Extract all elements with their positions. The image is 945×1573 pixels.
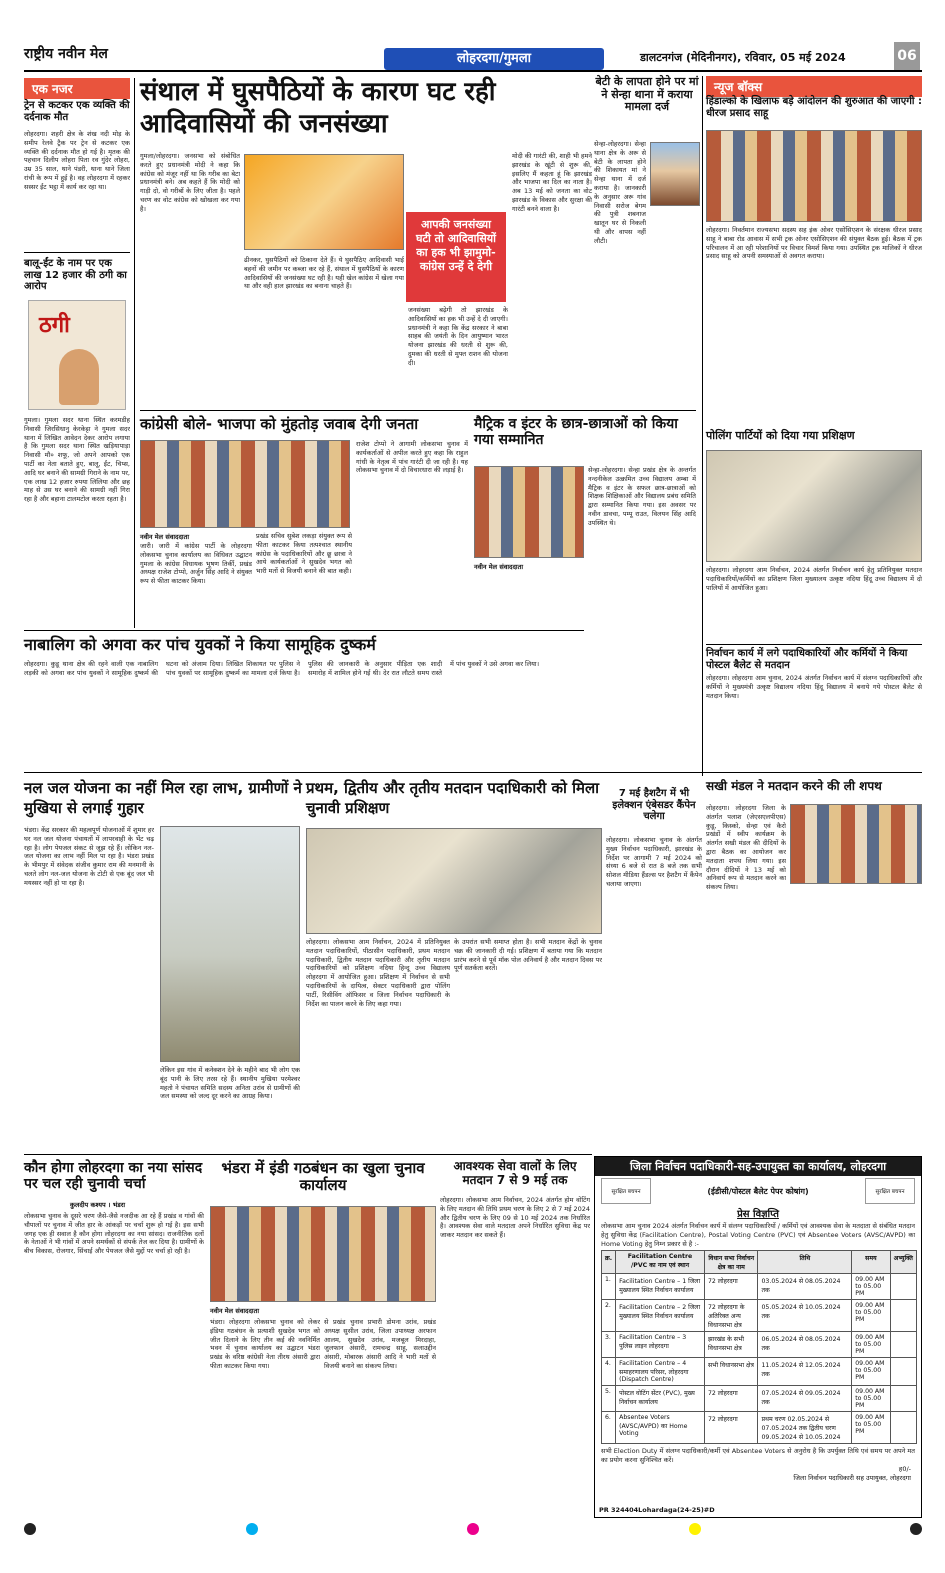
table-cell: 09.00 AM to 05.00 PM (852, 1358, 890, 1386)
lead-pull-quote: आपकी जनसंख्या घटी तो आदिवासियों का हक भी झामुमो-कांग्रेस उन्हें दे देगी (406, 212, 506, 302)
story-body: गुमला। गुमला सदर थाना स्थित करमडीह निवासी जिरसिधानु केरकेट्टा ने गुमला सदर थाना में लिखित आवेदन देकर आरोप लगाया है कि गुमला सदर थाना स्थित खड़ियापाड़ा निवासी मौ० शफू, जो अपने आपको एक पार्टी का नेता बताते हुए, बालू, ईंट, चिप्स, आदि घर बनाने की सामग्री गिराने के नाम पर, एक लाख 12 हजार रुपया लिलिया और छह माह से उस घर बनाने की सामग्री नहीं गिरा रहा है और बहाना टालमटोल करता रहता है। (24, 416, 130, 504)
sakhi-photo (790, 804, 922, 884)
press-notice (594, 1156, 922, 1518)
classroom-photo (306, 828, 602, 934)
table-cell: 09.00 AM to 05.00 PM (852, 1386, 890, 1412)
campaign-headline: 7 मई हैशटैग में भी इलेक्शन एंबेसडर कैंपेन चलेगा (612, 788, 696, 822)
table-cell: 5. (602, 1386, 616, 1412)
byline: कुलदीप कश्यप । भंडरा (70, 1201, 126, 1209)
table-cell: 4. (602, 1358, 616, 1386)
column-divider (134, 78, 135, 628)
table-row (602, 1332, 917, 1358)
officers-headline: प्रथम, द्वितीय और तृतीय मतदान पदाधिकारी को मिला चुनावी प्रशिक्षण (306, 779, 600, 817)
column-header: समय (852, 1251, 890, 1274)
india-office-headline: भंडरा में इंडी गठबंधन का खुला चुनाव कार्यालय (221, 1159, 425, 1195)
office-opening-photo (210, 1206, 436, 1302)
story-body: लोहरदगा। शहरी क्षेत्र के शंख नदी मोड़ के समीप रेलवे ट्रैक पर ट्रेन से कटकर एक व्यक्ति की दर्दनाक मौत हो गई है। मृतक की पहचान दिलीप लोहरा पिता रव गुंदेर लोहरा, उम्र 35 साल, थाने पंडरी, थाना थाने जिला रांची के रूप में हुई है। वह लोहरदगा में रहकर सस्सर ईंट भट्ठा में कार्य कर रहा था। (24, 130, 130, 191)
officers-body: लोहरदगा। लोकसभा आम निर्वाचन, 2024 में प्रतिनियुक्त मतदान पदाधिकारियों, पीठासीन पदाधिकारी, प्रथम मतदान पदाधिकारी, द्वितीय मतदान पदाधिकारी और तृतीय मतदान पदाधिकारियों को प्रशिक्षण नदिया हिन्दू उच्च विद्यालय लोहरदगा में आयोजित हुआ। प्रशिक्षण में निर्वाचन से सभी पदाधिकारियों के दायित्व, सेक्टर पदाधिकारी द्वारा पोलिंग पार्टी, रिसीविंग ऑफिसर व जिला निर्वाचन पदाधिकारी के निर्देश का पालन करने के लिए कहा गया। (306, 938, 450, 1008)
table-cell: 09.00 AM to 05.00 PM (852, 1412, 890, 1444)
table-row (602, 1300, 917, 1332)
signatory: जिला निर्वाचन पदाधिकारी सह उपायुक्त, लोहरदगा (793, 1474, 911, 1482)
divider (24, 252, 130, 253)
table-cell (890, 1386, 916, 1412)
water-tower-photo (160, 826, 300, 1062)
postal-headline: निर्वाचन कार्य में लगे पदाधिकारियों और कर्मियों ने किया पोस्टल बैलेट से मतदान (706, 648, 908, 671)
column-divider (702, 76, 703, 776)
sakhi-body: लोहरदगा। लोहरदगा जिला के अंतर्गत पलाश (जेएसएलपीएस) कुडू, किस्को, सेन्हा एवं कैरो प्रखंडों में स्वीप कार्यक्रम के अंतर्गत सखी मंडल की दीदियों के द्वारा बैठक का आयोजन कर मतदाता शपथ लिया गया। इस दौरान दीदियों ने 13 मई को अनिवार्य रूप से मतदान करने का संकल्प लिया। (706, 804, 786, 892)
lead-body: जनसंख्या बढ़ेगी तो झारखंड के आदिवासियों का हक भी उन्हें दे दी जाएगी। प्रधानमंत्री ने कहा कि केंद्र सरकार ने बाबा साहब की जयंती के दिन आयुष्मान भारत योजना झारखंड की धरती से शुरू की, दुमका की धरती से मुफ्त राशन की योजना दी। (408, 306, 508, 367)
photo-caption: नवीन मेल संवाददाता (474, 563, 523, 571)
table-cell: 2. (602, 1300, 616, 1332)
training-photo (706, 450, 922, 562)
dateline: डालटनगंज (मेदिनीनगर), रविवार, 05 मई 2024 (640, 51, 846, 64)
table-cell: सभी विधानसभा क्षेत्र (704, 1358, 758, 1386)
reg-mark (689, 1523, 701, 1535)
table-cell: 09.00 AM to 05.00 PM (852, 1332, 890, 1358)
notice-footer: सभी Election Duty में संलग्न पदाधिकारी/कर्मी एवं Absentee Voters से अनुरोध है कि उपर्युक्त तिथि एवं समय पर अपने मत का प्रयोग करना सुनिश्चित करें। (601, 1447, 915, 1464)
registration-marks (24, 1524, 922, 1534)
matric-body: सेन्हा-लोहरदगा। सेन्हा प्रखंड क्षेत्र के अन्तर्गत नन्दनीकेल उत्क्रमित उच्च विद्यालय अम्बा में मैट्रिक व इंटर के सफल छात्र-छात्राओं को शिक्षक शिक्षिकाओं और विद्यालय प्रबंध समिति द्वारा सम्मानित किया गया। इस अवसर पर नवीन डावचा, पम्पू राउत, विलयन सिंह आदि उपस्थित थे। (588, 466, 696, 527)
table-cell: 72 लोहरदगा के अतिरिक्त अन्य विधानसभा क्षेत्र (704, 1300, 758, 1332)
table-cell: 1. (602, 1274, 616, 1300)
table-cell: 09.00 AM to 05.00 PM (852, 1274, 890, 1300)
story-headline: बालू-ईंट के नाम पर एक लाख 12 हजार की ठगी का आरोप (24, 258, 127, 292)
notice-header: जिला निर्वाचन पदाधिकारी-सह-उपायुक्त का कार्यालय, लोहरदगा (595, 1157, 921, 1176)
photo-caption: नवीन मेल संवाददाता (210, 1307, 259, 1315)
table-cell: Facilitation Centre – 1 जिला मुख्यालय स्थित निर्वाचन कार्यालय (616, 1274, 705, 1300)
table-cell: Facilitation Centre – 2 जिला मुख्यालय स्थित निर्वाचन कार्यालय (616, 1300, 705, 1332)
officers-body: के उपरांत सभी समाप्त होता है। सभी मतदान केंद्रों के चुनाव चक्र की जानकारी दी गई। प्रशिक्षण में बताया गया कि मतदान प्रारंभ करने से पूर्व मॉक पोल अनिवार्य है और मतदान दिवस पर पूर्ण सतर्कता बरतें। (454, 938, 602, 973)
column-header: विधान सभा निर्वाचन क्षेत्र का नाम (704, 1251, 758, 1274)
crime-body: लोहरदगा। कुडू थाना क्षेत्र की रहने वाली एक नाबालिग लड़की को अगवा कर पांच युवकों ने सामूहिक दुष्कर्म की घटना को अंजाम दिया। लिखित शिकायत पर पुलिस ने पांच युवकों पर सामूहिक दुष्कर्म का मामला दर्ज किया है। पुलिस की जानकारी के अनुसार पीड़िता एक शादी समारोह में शामिल होने गई थी। देर रात लौटते समय रास्ते में पांच युवकों ने उसे अगवा कर लिया। (24, 660, 540, 677)
sakhi-headline: सखी मंडल ने मतदान करने की ली शपथ (706, 779, 882, 793)
training-body: लोहरदगा। लोहरदगा आम निर्वाचन, 2024 अंतर्गत निर्वाचन कार्य हेतु प्रतिनियुक्त मतदान पदाधिकारियों/कर्मियों का प्रशिक्षण जिला मुख्यालय उत्कृष्ट नदिया हिंदू उच्च विद्यालय में दो पालियों में आयोजित हुआ। (706, 566, 922, 592)
table-cell (890, 1412, 916, 1444)
table-cell: 3. (602, 1332, 616, 1358)
notice-table (601, 1250, 917, 1444)
mp-headline: कौन होगा लोहरदगा का नया सांसद पर चल रही चुनावी चर्चा (24, 1160, 203, 1193)
table-cell: झारखंड के सभी विधानसभा क्षेत्र (704, 1332, 758, 1358)
water-body: भंडरा। केंद्र सरकार की महत्वपूर्ण योजनाओं में शुमार हर घर नल जल योजना पंचायतों में लापरवाही के भेंट चढ़ रहा है। लोग पेयजल संकट से जूझ रहे हैं। लोकिन नल-जल योजना का लाभ नहीं मिल पा रहा है। भंडरा प्रखंड के भीमपुर में संवेदक संजीव कुमार राम की मनमानी के चलते लोग नल-जल योजना के टोटी से एक बूंद जल भी मयस्सर नहीं हो पा रहा है। (24, 826, 154, 887)
missing-girl-photo (650, 142, 700, 206)
lead-photo (244, 154, 404, 250)
missing-body: सेन्हा-लोहरदगा। सेन्हा थाना क्षेत्र के अरू से बेटी के लापता होने की शिकायत मां ने सेन्हा थाना में दर्ज कराया है। जानकारी के अनुसार अरू गांव निवासी सरोज बेगम की पुत्री शबनाज खातून घर से निकली थी और वापस नहीं लौटी। (594, 140, 646, 245)
lead-body: ढीनकर, घुसपैठियों को ठिकाना देते हैं। ये घुसपैठिए आदिवासी भाई बहनों की जमीन पर कब्जा कर रहे हैं, संथाल में घुसपैठियों के कारण आदिवासियों की जनसंख्या घट रही है। यही खेल कांग्रेस में खेला गया था और वही हाल झारखंड का बनाना चाहते हैं। (244, 256, 404, 291)
table-row (602, 1386, 917, 1412)
divider (24, 630, 584, 631)
table-cell: 6. (602, 1412, 616, 1444)
campaign-body: लोहरदगा। लोकसभा चुनाव के अंतर्गत मुख्य निर्वाचन पदाधिकारी, झारखंड के निर्देश पर आगामी 7 मई 2024 को संध्या 6 बजे से रात 8 बजे तक सभी सोशल मीडिया हैंडल्स पर हैशटैग में कैंपेन चलाया जाएगा। (606, 836, 702, 888)
notice-intro: लोकसभा आम चुनाव 2024 अंतर्गत निर्वाचन कार्य में संलग्न पदाधिकारियों / कर्मियों एवं आवश्यक सेवा के मतदाता से संबंधित मतदान हेतु सुविधा केंद्र (Facilitation Centre), Postal Voting Centre (PVC) एवं Absentee Voters (AVSC/AVPD) का Home Voting हेतु निम्न प्रकार से है :- (601, 1222, 915, 1248)
photo-caption: नवीन मेल संवाददाता (140, 533, 189, 541)
pr-number: PR 324404Lohardaga(24-25)#D (599, 1506, 715, 1514)
section-tag: लोहरदगा/गुमला (384, 48, 604, 70)
table-cell (890, 1300, 916, 1332)
reg-mark (246, 1523, 258, 1535)
table-cell: 72 लोहरदगा (704, 1274, 758, 1300)
postal-body: लोहरदगा। लोहरदगा आम चुनाव, 2024 अंतर्गत निर्वाचन कार्य में संलग्न पदाधिकारियों और कर्मियों ने मुख्यमंत्री उत्कृष्ट विद्यालय नदिया हिंदू विद्यालय में बनाये गये पोस्टल बैलेट से मतदान किया। (706, 674, 922, 700)
india-office-body: से प्रखंड चुनाव प्रभारी डोमना उरांव, प्रखंड अध्यक्ष सुसील उरांव, जिला उपाध्यक्ष अरफान आलम, सुखदेव उरांव, मजबूल मिरदाहा, जुलफान अंसारी, रामचन्द्र साहू, सलाउद्दीन अंसारी, मोबारक अंसारी आदि ने भारी मतों से विजयी बनाने का संकल्प लिया। (324, 1318, 436, 1370)
lead-headline: संथाल में घुसपैठियों के कारण घट रही आदिवासियों की जनसंख्या (140, 77, 496, 139)
table-cell: पोस्टल वोटिंग सेंटर (PVC), मुख्य निर्वाचन कार्यालय (616, 1386, 705, 1412)
table-cell: 09.00 AM to 05.00 PM (852, 1300, 890, 1332)
training-headline: पोलिंग पार्टियों को दिया गया प्रशिक्षण (706, 429, 855, 442)
meeting-photo (706, 130, 922, 222)
reg-mark (910, 1523, 922, 1535)
newspaper-logo: राष्ट्रीय नवीन मेल (24, 46, 108, 62)
thagi-illustration (28, 300, 126, 410)
notice-title: प्रेस विज्ञप्ति (737, 1209, 779, 1220)
mp-body: लोकसभा चुनाव के दूसरे चरण जैसे-जैसे नजदीक आ रहे हैं प्रखंड व गांवों की चौपालों पर चुनाव में जीत हार के आंकड़ों पर चर्चा शुरू हो गई है। इस सभी जगह एक ही सवाल है कौन होगा लोहरदगा का नया सांसद। राजनीतिक दलों के नेताओं ने भी गांवों में अपने समर्थकों से संपर्क तेज कर दिया है। ग्रामीणों के बीच विकास, रोजगार, सिंचाई और पेयजल जैसे मुद्दों पर चर्चा हो रही है। (24, 1212, 204, 1256)
table-row (602, 1358, 917, 1386)
congress-body: जारी। जारी में कांग्रेस पार्टी के लोहरदगा लोकसभा चुनाव कार्यालय का विधिवत उद्घाटन गुमला के कांग्रेस विधायक भूषण तिर्की, प्रखंड अध्यक्ष राजेश टोप्पो, अर्जुन सिंह आदि ने संयुक्त रूप से फीता काटकर किया। (140, 542, 252, 586)
news-box-headline: हिंडाल्को के खिलाफ बड़े आंदोलन की शुरुआत की जाएगी : धीरज प्रसाद साहू (706, 96, 922, 119)
news-box-label: न्यूज बॉक्स (706, 76, 922, 97)
table-cell (890, 1358, 916, 1386)
table-cell: Absentee Voters (AVSC/AVPD) का Home Voting (616, 1412, 705, 1444)
lead-body: गुमला/लोहरदगा। जनसभा को संबोधित करते हुए प्रधानमंत्री मोदी ने कहा कि कांग्रेस को मंजूर नहीं था कि गरीब का बेटा प्रधानमंत्री बने। अब कहते हैं कि मोदी को गाड़ी दो, वो गरीबों के लिए जीता है। पहले चरण का वोट कांग्रेस को खोखला कर गया है। (140, 152, 240, 213)
water-body: लेकिन इस गांव में कनेक्शन देने के महीने बाद भी लोग एक बूंद पानी के लिए तरस रहे हैं। स्थानीय मुखिया परमेश्वर महतो ने पंचायत समिति सदस्य अनिता उरांव से ग्रामीणों की जल समस्या को जल्द दूर करने का आग्रह किया। (160, 1066, 300, 1101)
column-header: अभ्युक्ति (890, 1251, 916, 1274)
students-photo (474, 466, 584, 558)
water-headline: नल जल योजना का नहीं मिल रहा लाभ, ग्रामीणों ने मुखिया से लगाई गुहार (24, 779, 302, 817)
congress-body: राजेश टोप्पो ने आगामी लोकसभा चुनाव में कार्यकर्ताओं से अपील करते हुए कहा कि राहुल गांधी के नेतृत्व में पांच गारंटी दी जा रही है। यह लोकसभा चुनाव में दो विचारधारा की लड़ाई है। (356, 440, 468, 475)
column-header: तिथि (758, 1251, 852, 1274)
table-cell (890, 1274, 916, 1300)
congress-body: प्रखंड सचिव सुबेश लकड़ा संयुक्त रूप से फीता काटकर किया तत्पश्चात स्थानीय कांग्रेस के पदाधिकारियों और छू छात्रा ने आये कार्यकर्ताओं ने सुखदेव भगत को भारी मतों से विजयी बनाने की बात कही। (256, 532, 352, 576)
table-cell: 72 लोहरदगा (704, 1386, 758, 1412)
table-cell: 06.05.2024 से 08.05.2024 तक (758, 1332, 852, 1358)
column-header: Facilitation Centre /PVC का नाम एवं स्थान (616, 1251, 705, 1274)
table-row (602, 1412, 917, 1444)
reg-mark (24, 1523, 36, 1535)
column-header: क्र. (602, 1251, 616, 1274)
table-cell: Facilitation Centre – 3 पुलिस लाइन लोहरदगा (616, 1332, 705, 1358)
divider (706, 644, 922, 645)
ribbon-cutting-photo (140, 440, 350, 528)
congress-headline: कांग्रेसी बोले- भाजपा को मुंहतोड़ जवाब देगी जनता (140, 415, 419, 433)
crime-headline: नाबालिग को अगवा कर पांच युवकों ने किया सामूहिक दुष्कर्म (24, 635, 376, 654)
missing-headline: बेटी के लापता होने पर मां ने सेन्हा थाना में कराया मामला दर्ज (595, 75, 699, 114)
page-number: 06 (894, 42, 920, 70)
table-row (602, 1274, 917, 1300)
left-logo: सुरक्षित बचपन (601, 1178, 651, 1204)
thagi-label: ठगी (39, 313, 70, 338)
person-illustration (59, 349, 99, 405)
essential-body: लोहरदगा। लोकसभा आम निर्वाचन, 2024 अंतर्गत होम वोटिंग के लिए मतदान की तिथि प्रथम चरण के लिए 2 से 7 मई 2024 और द्वितीय चरण के लिए 09 से 10 मई 2024 तक निर्धारित है। आवश्यक सेवा वाले मतदाता अपने निर्धारित सुविधा केंद्र पर जाकर मतदान कर सकते हैं। (440, 1196, 590, 1240)
news-box-body: लोहरदगा। निवर्तमान राज्यसभा सदस्य सह इंक ओवर एसोसिएशन के संरक्षक धीरज प्रसाद साहू ने बाबा रोड आवास में सभी ट्रक ओनर एसोसिएशन की संयुक्त बैठक हुई। बैठक में ट्रक परिचालन में आ रही परेशानियों पर विचार विमर्श किया गया। उपस्थित ट्रक मालिकों ने धीरज प्रसाद साहू को अपनी समस्याओं से अवगत कराया। (706, 226, 922, 261)
story-headline: ट्रेन से कटकर एक व्यक्ति की दर्दनाक मौत (24, 100, 130, 123)
table-cell: 07.05.2024 से 09.05.2024 तक (758, 1386, 852, 1412)
notice-subheader: (ईडीसी/पोस्टल बैलेट पेपर कोषांग) (707, 1186, 809, 1196)
table-cell: 72 लोहरदगा (704, 1412, 758, 1444)
signature: ह0/- (898, 1465, 911, 1473)
divider (24, 1154, 592, 1155)
table-cell: 11.05.2024 से 12.05.2024 तक (758, 1358, 852, 1386)
table-cell (890, 1332, 916, 1358)
divider (140, 410, 696, 411)
ek-nazar-label: एक नजर (24, 78, 130, 99)
matric-headline: मैट्रिक व इंटर के छात्र-छात्राओं को किया गया सम्मानित (474, 416, 678, 449)
table-cell: Facilitation Centre – 4 समाहरणालय परिसर, लोहरदगा (Dispatch Centre) (616, 1358, 705, 1386)
table-cell: प्रथम चरण 02.05.2024 से 07.05.2024 तक द्वितीय चरण 09.05.2024 से 10.05.2024 (758, 1412, 852, 1444)
lead-body: मोदी की गारंटी की, शाही भी हमने झारखंड के खूंटी से शुरू की, इसलिए मैं कहता हूं कि झारखंड और भाजपा का दिल का नाता है। अब 13 मई को जनता का वोट झारखंड के विकास और सुरक्षा की गारंटी बनने वाला है। (512, 152, 592, 213)
table-cell: 05.05.2024 से 10.05.2024 तक (758, 1300, 852, 1332)
divider (24, 772, 922, 773)
table-cell: 03.05.2024 से 08.05.2024 तक (758, 1274, 852, 1300)
reg-mark (467, 1523, 479, 1535)
essential-headline: आवश्यक सेवा वालों के लिए मतदान 7 से 9 मई तक (453, 1159, 577, 1187)
india-office-body: भंडरा। लोहरदगा लोकसभा चुनाव को लेकर इंडिया गठबंधन के प्रत्याशी सुखदेव भगत को जीत दिलाने के लिए तीन कई की नवनिर्मित भवन में चुनाव कार्यालय का उद्घाटन भंडरा प्रखंड के वरिष्ठ कांग्रेसी नेता तीरथ अंसारी द्वारा फीता काटकर किया गया। (210, 1318, 320, 1370)
right-logo: सुरक्षित बचपन (865, 1178, 915, 1204)
